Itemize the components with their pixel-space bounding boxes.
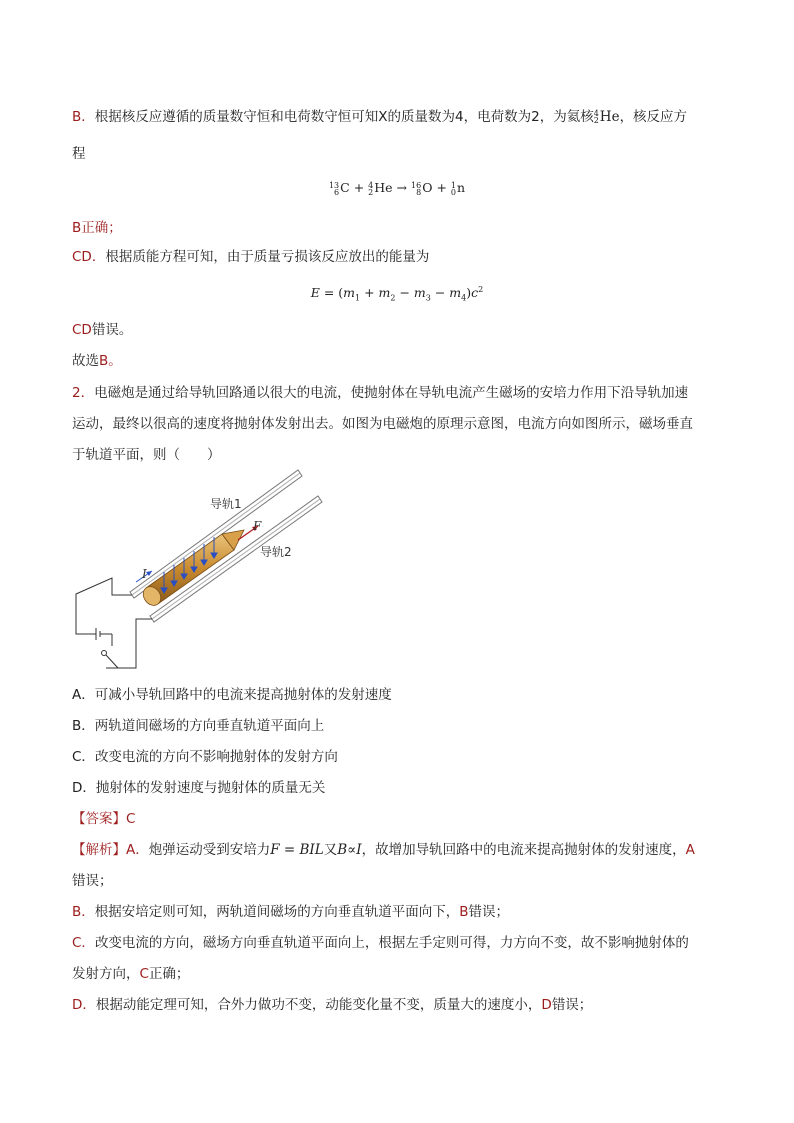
question-2-line1: 2．电磁炮是通过给导轨回路通以很大的电流，使抛射体在导轨电流产生磁场的安培力作用下沿导轨加速 (72, 385, 689, 401)
option-c: C．改变电流的方向不影响抛射体的发射方向 (72, 749, 338, 765)
cd-wrong-line: CD错误。 (72, 322, 133, 338)
option-b: B．两轨道间磁场的方向垂直轨道平面向上 (72, 718, 325, 734)
current-label: I (142, 567, 147, 581)
analysis-b-line: B．根据安培定则可知，两轨道间磁场的方向垂直轨道平面向下，B错误； (72, 904, 510, 920)
railgun-svg (72, 468, 332, 678)
part-b-text: 根据核反应遵循的质量数守恒和电荷数守恒可知X的质量数为4，电荷数为2，为氦核 (94, 109, 594, 125)
b-correct-line: B正确； (72, 220, 122, 236)
part-b-line (72, 107, 687, 127)
part-b-text2: ，核反应方 (619, 109, 688, 125)
force-label: F (253, 519, 262, 533)
analysis-a-line2: 错误； (72, 873, 113, 889)
analysis-c-line: C．改变电流的方向，磁场方向垂直轨道平面向上，根据左手定则可得，力方向不变，故不影响抛射体的 (72, 935, 689, 951)
option-d: D．抛射体的发射速度与抛射体的质量无关 (72, 780, 326, 796)
nuclear-equation: 13 6 C + 4 2 He → 16 8 O + 1 0 n (328, 180, 466, 197)
helium-nucleus: 4 2 (593, 109, 599, 125)
helium-symbol: He (599, 109, 620, 125)
part-b-label: B． (72, 109, 95, 125)
question-2-line3: 于轨道平面，则（ ） (72, 447, 221, 463)
energy-equation: $E = (m_1 + m_2 - m_3 - m_4)c^2$ (310, 284, 484, 303)
analysis-c-line2: 发射方向，C正确； (72, 966, 190, 982)
cd-line: CD．根据质能方程可知，由于质量亏损该反应放出的能量为 (72, 249, 430, 265)
rail-2-label: 导轨2 (260, 545, 292, 559)
answer-line: 【答案】C (72, 811, 136, 827)
analysis-d-line: D．根据动能定理可知，合外力做功不变，动能变化量不变，质量大的速度小，D错误； (72, 997, 593, 1013)
question-2-line2: 运动，最终以很高的速度将抛射体发射出去。如图为电磁炮的原理示意图，电流方向如图所示，磁场垂直 (72, 416, 693, 432)
analysis-a-line: 【解析】A．炮弹运动受到安培力F = BIL又B∝I，故增加导轨回路中的电流来提高抛射体的发射速度，A (72, 842, 695, 858)
part-b-line2: 程 (72, 146, 86, 162)
rail-1-label: 导轨1 (210, 497, 242, 511)
railgun-diagram (72, 468, 332, 678)
choose-line: 故选B。 (72, 353, 122, 369)
option-a: A．可减小导轨回路中的电流来提高抛射体的发射速度 (72, 687, 392, 703)
